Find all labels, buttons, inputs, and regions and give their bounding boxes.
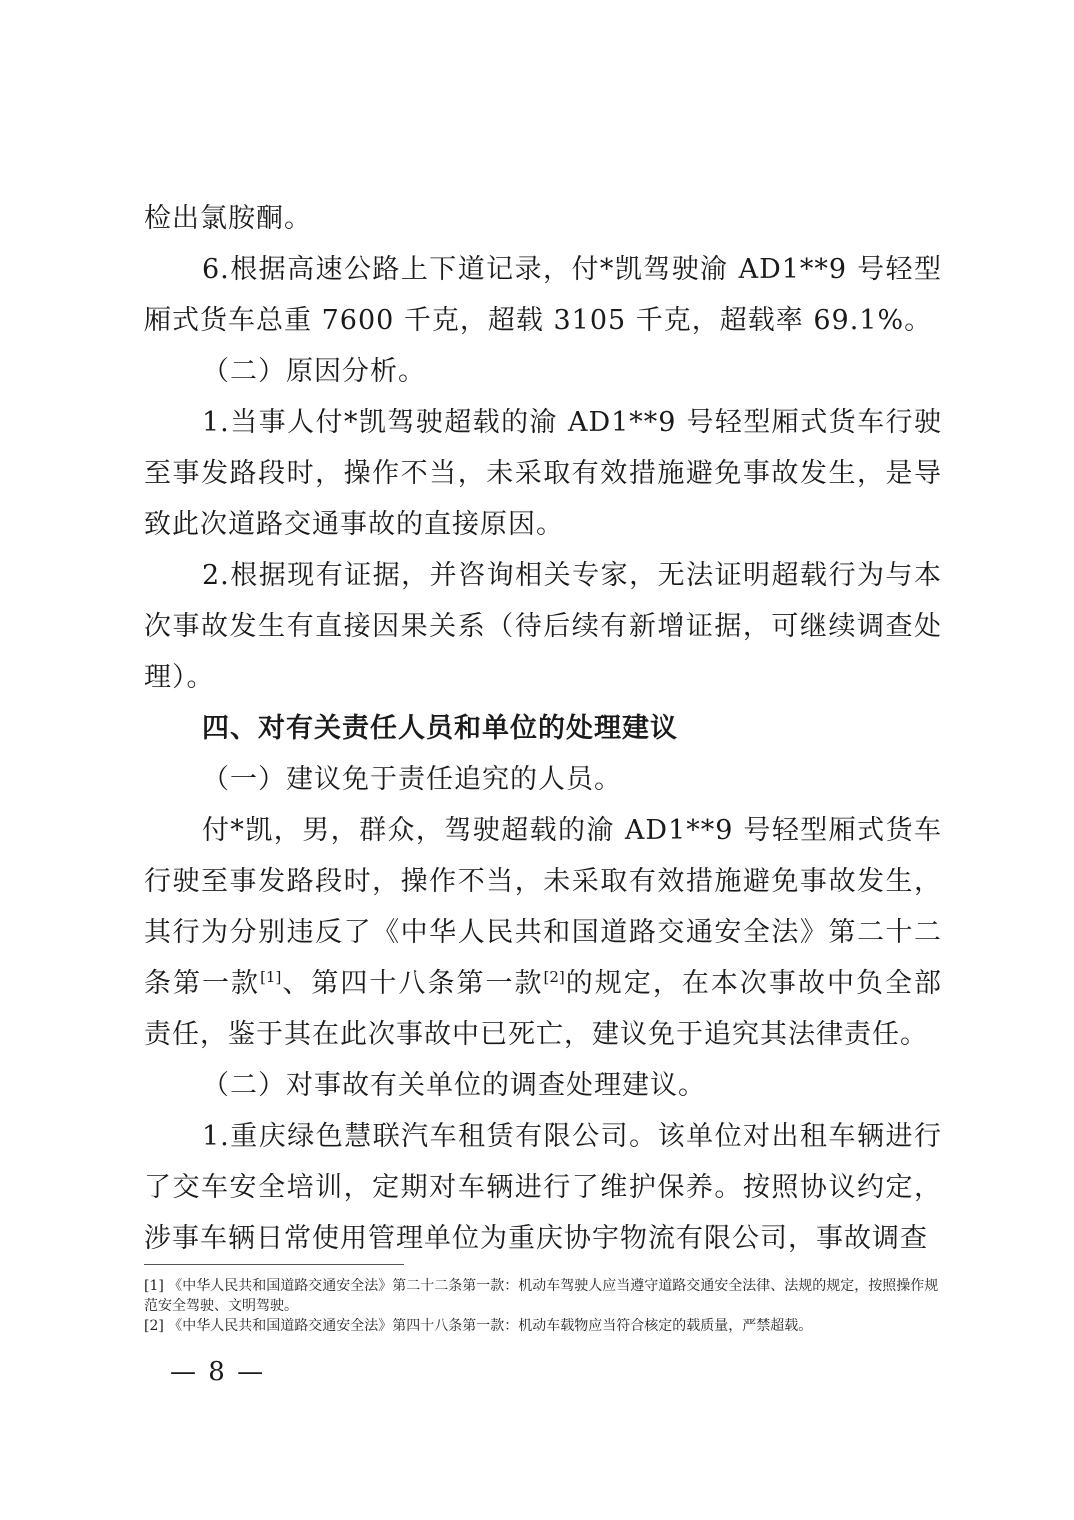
paragraph-2: 6.根据高速公路上下道记录，付*凯驾驶渝 AD1**9 号轻型厢式货车总重 7600 千克，超载 3105 千克，超载率 69.1%。 <box>144 254 942 336</box>
paragraph-1: 检出氯胺酮。 <box>144 203 312 234</box>
footnote-1: [1] 《中华人民共和国道路交通安全法》第二十二条第一款：机动车驾驶人应当遵守道路交通安全法律、法规的规定，按照操作规范安全驾驶、文明驾驶。 <box>144 1278 939 1314</box>
footnote-divider <box>144 1264 404 1265</box>
section-subheading-cause-analysis: （二）原因分析。 <box>202 356 426 387</box>
paragraph-8-text-3: 的规定，在本次事故中负全部责任，鉴于其在此次事故中已死亡，建议免于追究其法律责任。 <box>144 968 943 1050</box>
paragraph-10: 1.重庆绿色慧联汽车租赁有限公司。该单位对出租车辆进行了交车安全培训，定期对车辆进行了维护保养。按照协议约定，涉事车辆日常使用管理单位为重庆协宇物流有限公司，事故调查 <box>144 1121 942 1254</box>
section-heading-recommendations: 四、对有关责任人员和单位的处理建议 <box>202 713 678 744</box>
footnote-ref-2: [2] <box>543 968 565 986</box>
body-text <box>144 193 942 1264</box>
section-subheading-exempt-persons: （一）建议免于责任追究的人员。 <box>202 764 622 795</box>
paragraph-4: 1.当事人付*凯驾驶超载的渝 AD1**9 号轻型厢式货车行驶至事发路段时，操作不当，未采取有效措施避免事故发生，是导致此次道路交通事故的直接原因。 <box>144 407 942 540</box>
paragraph-8-text-1: 付*凯，男，群众，驾驶超载的渝 AD1**9 号轻型厢式货车行驶至事发路段时，操作不当，未采取有效措施避免事故发生，其行为分别违反了《中华人民共和国道路交通安全法》第二十二条第一款 <box>144 815 942 999</box>
footnote-ref-1: [1] <box>260 968 282 986</box>
footnotes <box>144 1276 942 1336</box>
paragraph-8 <box>144 805 942 1060</box>
paragraph-8-text-2: 、第四十八条第一款 <box>281 968 544 999</box>
page-number: — 8 — <box>170 1357 266 1387</box>
paragraph-5: 2.根据现有证据，并咨询相关专家，无法证明超载行为与本次事故发生有直接因果关系（待后续有新增证据，可继续调查处理）。 <box>144 560 942 693</box>
footnote-2: [2] 《中华人民共和国道路交通安全法》第四十八条第一款：机动车载物应当符合核定的载质量，严禁超载。 <box>144 1318 813 1334</box>
section-subheading-unit-recommendations: （二）对事故有关单位的调查处理建议。 <box>202 1070 706 1101</box>
